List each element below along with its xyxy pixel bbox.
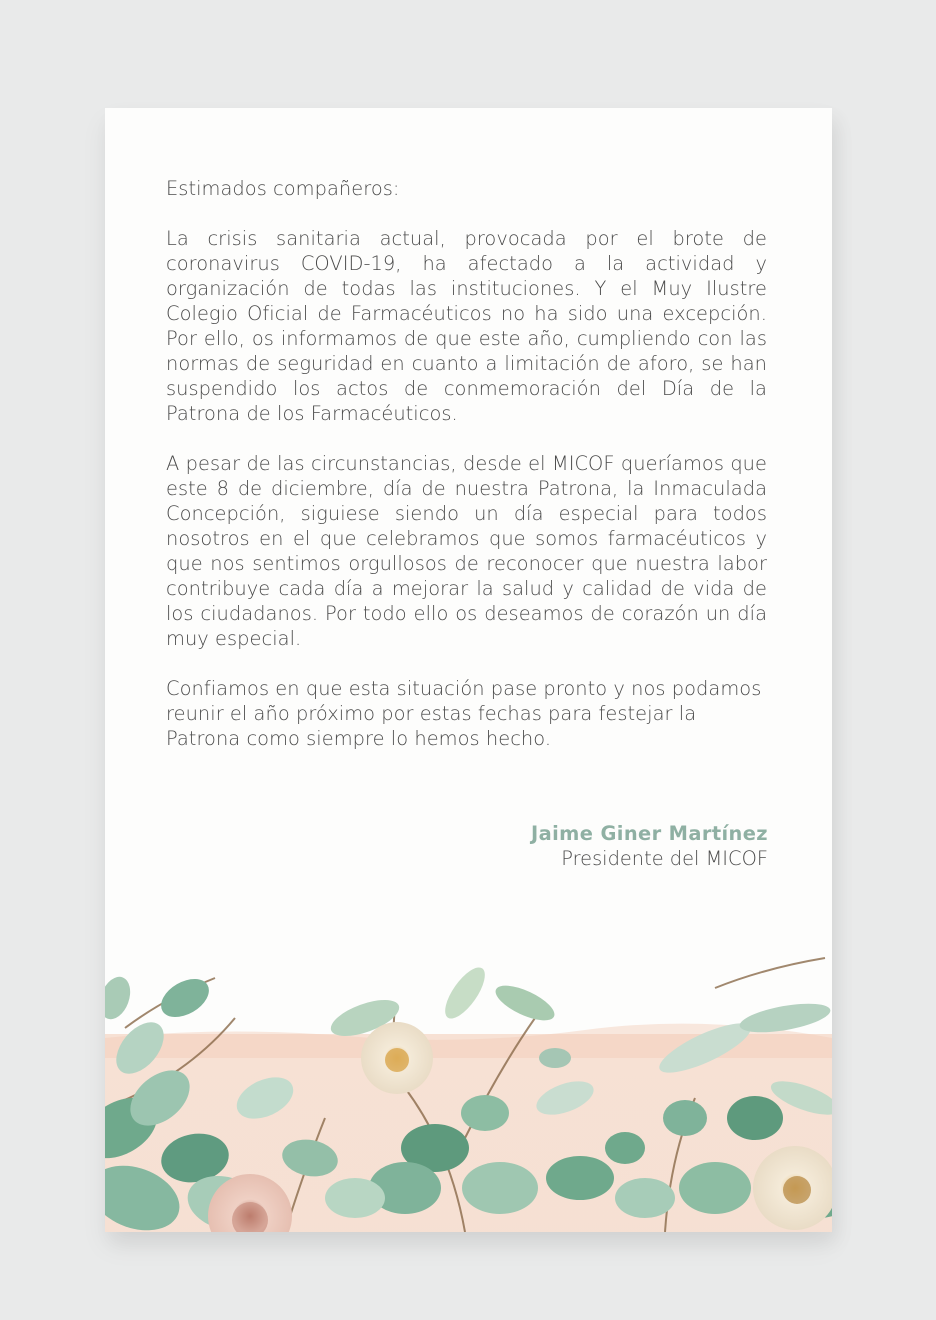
signature-block [531,821,768,871]
letter-greeting: Estimados compañeros: [166,177,400,200]
letter-paragraph-2: A pesar de las circunstancias, desde el MICOF queríamos que este 8 de diciembre, día de nuestra Patrona, la Inmaculada Concepción, siguiese siendo un día especial para todos nosotros en el que celebramos que somos farmacéuticos y que nos sentimos orgullosos de reconocer que nuestra labor contribuye cada día a mejorar la salud y calidad de vida de los ciudadanos. Por todo ello os deseamos de corazón un día muy especial. [166,452,767,650]
cream-peony-center [361,1022,433,1094]
signature-title: Presidente del MICOF [561,847,768,870]
letter-paragraph-1: La crisis sanitaria actual, provocada por el brote de coronavirus COVID-19, ha afectado a la actividad y organización de todas las instituciones. Y el Muy Ilustre Colegio Oficial de Farmacéuticos no ha sido una excepción. Por ello, os informamos de que este año, cumpliendo con las normas de seguridad en cuanto a limitación de aforo, se han suspendido los actos de conmemoración del Día de la Patrona de los Farmacéuticos. [166,227,767,425]
floral-border-illustration [105,898,832,1232]
letter-paragraph-3: Confiamos en que esta situación pase pronto y nos podamos reunir el año próximo por estas fechas para festejar la Patrona como siempre lo hemos hecho. [166,677,762,750]
letter-body [166,176,767,776]
letter-card [105,108,832,1232]
signature-name: Jaime Giner Martínez [531,822,768,845]
